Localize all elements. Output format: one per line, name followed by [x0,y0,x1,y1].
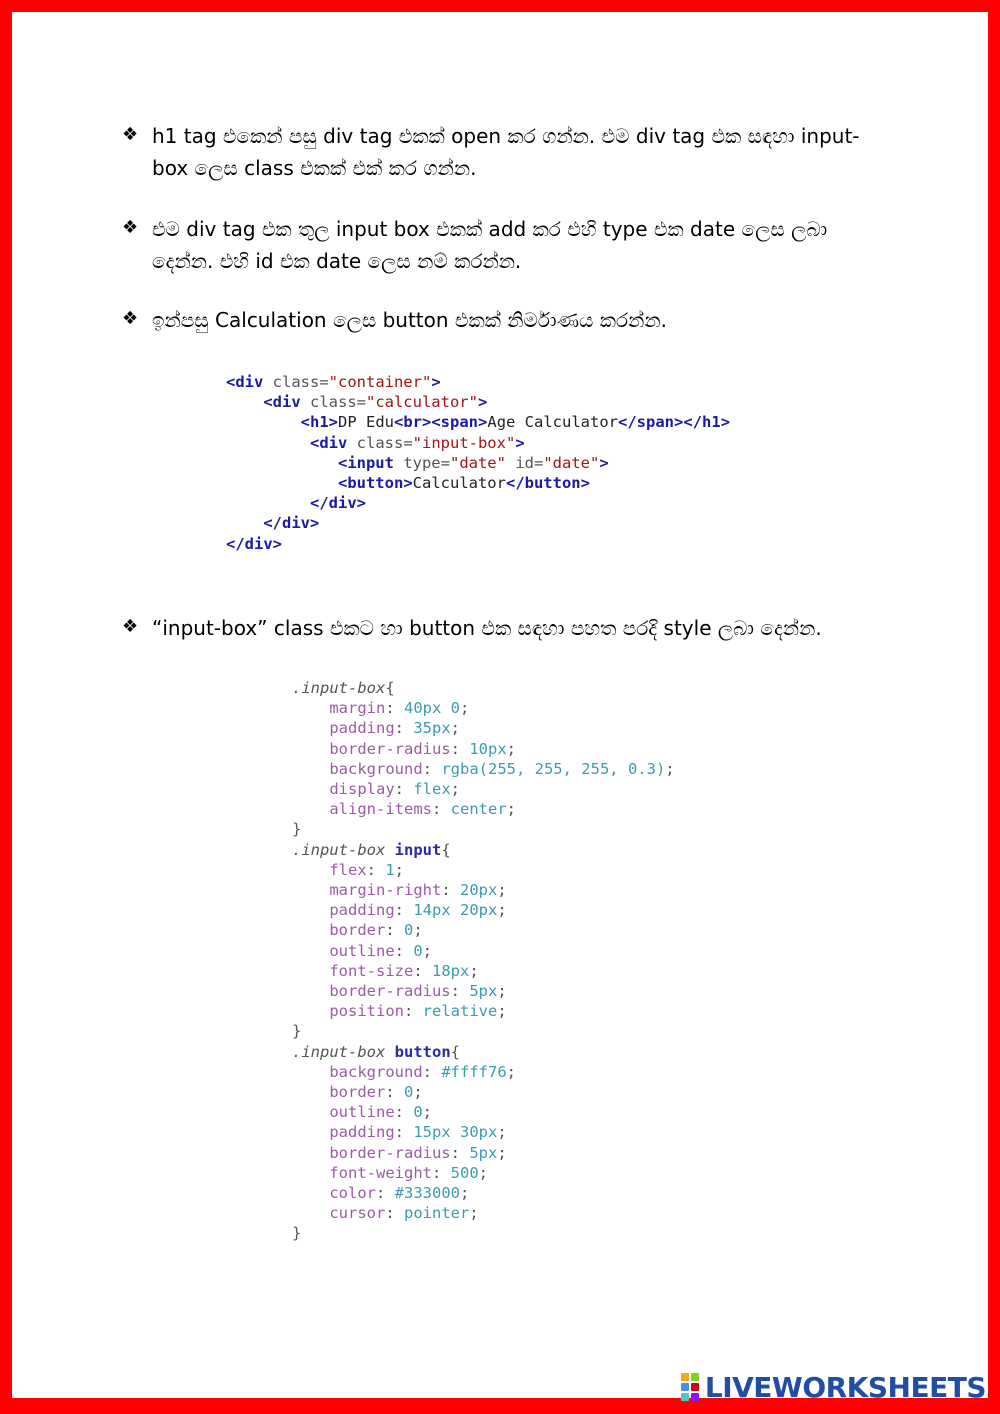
css-rule-line: font-size: 18px; [329,961,479,980]
css-selector-line: .input-box{ [292,679,395,697]
html-code-line: </div> [263,514,320,533]
bullet-icon: ❖ [122,124,139,145]
html-code-line: <div class="calculator"> [263,393,488,412]
css-rule-line: background: #ffff76; [329,1062,516,1081]
logo-square [691,1393,699,1401]
html-code-snippet [226,372,730,554]
bullet-icon: ❖ [122,308,139,329]
instruction-4 [122,612,862,644]
css-rule-line: background: rgba(255, 255, 255, 0.3); [329,759,675,778]
css-code-snippet [292,678,675,1244]
logo-square [691,1373,699,1381]
css-rule-line: border-radius: 10px; [329,739,516,758]
css-rule-line: outline: 0; [329,941,433,960]
css-selector-line: .input-box input{ [292,840,451,859]
logo-text: LIVEWORKSHEETS [704,1370,986,1404]
liveworksheets-logo[interactable] [681,1370,986,1404]
css-rule-line: border-radius: 5px; [329,1143,507,1162]
logo-square [681,1373,689,1381]
css-rule-line: flex: 1; [329,860,405,879]
instruction-text: “input-box” class එකට හා button එක සඳහා පහත පරදි style ලබා දෙන්න. [152,616,822,640]
css-rule-line: padding: 14px 20px; [329,901,507,920]
css-rule-line: display: flex; [329,780,460,799]
bullet-icon: ❖ [122,616,139,637]
css-block-end: } [292,1022,302,1041]
css-rule-line: cursor: pointer; [329,1204,479,1223]
instruction-text: එම div tag එක තුල input box එකක් add කර එහි type එක date ලෙස ලබා දෙන්න. එහි id එක date ලෙස නම් කරන්න. [152,217,828,273]
html-code-line: <input type="date" id="date"> [337,453,609,472]
instruction-1 [122,120,862,184]
logo-square [681,1383,689,1391]
css-block-end: } [292,820,302,839]
css-rule-line: color: #333000; [329,1184,470,1203]
css-rule-line: margin: 40px 0; [329,699,470,718]
css-block-end: } [292,1224,302,1243]
bullet-icon: ❖ [122,217,139,238]
instruction-3 [122,304,862,336]
logo-square [681,1393,689,1401]
html-code-line: <h1>DP Edu<br><span>Age Calculator</span></h1> [300,413,731,432]
css-rule-line: outline: 0; [329,1103,433,1122]
instruction-2 [122,213,862,277]
css-rule-line: border: 0; [329,921,423,940]
logo-mark-icon [681,1373,699,1401]
css-rule-line: margin-right: 20px; [329,881,507,900]
css-rule-line: font-weight: 500; [329,1163,488,1182]
css-rule-line: padding: 35px; [329,719,460,738]
css-rule-line: border: 0; [329,1083,423,1102]
css-rule-line: border-radius: 5px; [329,982,507,1001]
css-rule-line: padding: 15px 30px; [329,1123,507,1142]
instruction-text: h1 tag එකෙන් පසු div tag එකක් open කර ගන්න. එම div tag එක සඳහා input-box ලෙස class එකක් එක් කර ගන්න. [152,124,860,180]
html-code-line: <div class="container"> [226,373,441,391]
html-code-line: </div> [226,534,283,553]
css-selector-line: .input-box button{ [292,1042,461,1061]
html-code-line: </div> [310,494,367,513]
html-code-line: <div class="input-box"> [310,433,525,452]
logo-square [691,1383,699,1391]
css-rule-line: align-items: center; [329,800,516,819]
html-code-line: <button>Calculator</button> [337,474,590,493]
css-rule-line: position: relative; [329,1002,507,1021]
instruction-text: ඉන්පසු Calculation ලෙස button එකක් නිර්මාණය කරන්න. [152,308,667,332]
